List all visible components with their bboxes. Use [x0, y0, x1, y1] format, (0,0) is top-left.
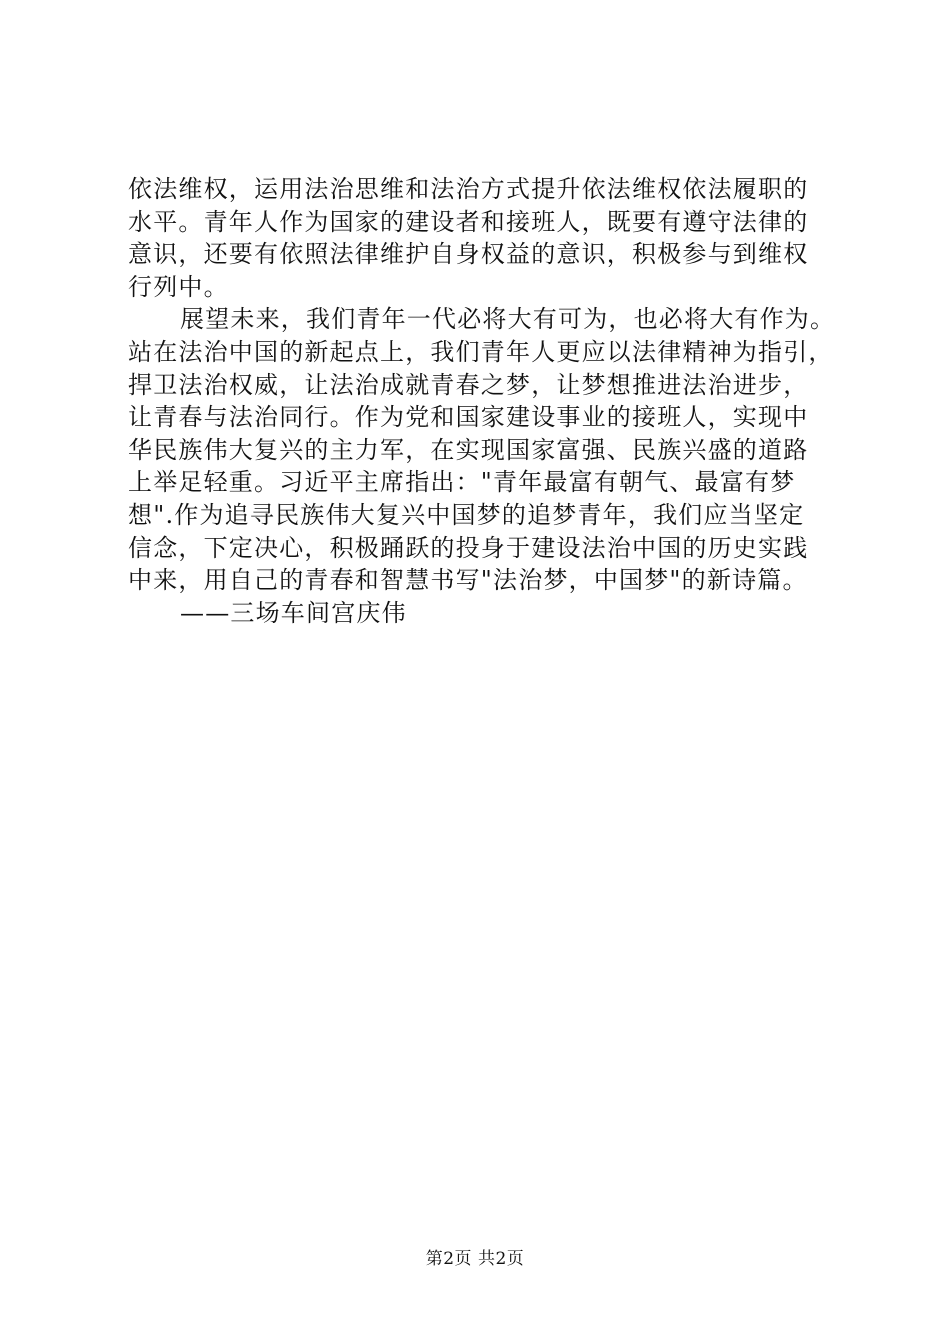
- text-line: 水平。青年人作为国家的建设者和接班人，既要有遵守法律的: [128, 207, 809, 236]
- text-line: 华民族伟大复兴的主力军，在实现国家富强、民族兴盛的道路: [128, 435, 809, 464]
- text-line: 行列中。: [128, 272, 229, 301]
- text-line: 上举足轻重。习近平主席指出："青年最富有朝气、最富有梦: [128, 468, 796, 497]
- text-line: 依法维权，运用法治思维和法治方式提升依法维权依法履职的: [128, 175, 809, 203]
- page-number-label: 第2页 共2页: [425, 1249, 525, 1269]
- text-line: 中来，用自己的青春和智慧书写"法治梦，中国梦"的新诗篇。: [128, 566, 808, 595]
- page-footer: [0, 1244, 950, 1269]
- text-line: 让青春与法治同行。作为党和国家建设事业的接班人，实现中: [128, 403, 809, 432]
- author-signature: ——三场车间宫庆伟: [180, 598, 407, 627]
- text-line: 信念，下定决心，积极踊跃的投身于建设法治中国的历史实践: [128, 533, 809, 562]
- text-line: 站在法治中国的新起点上，我们青年人更应以法律精神为指引，: [128, 337, 834, 366]
- text-line: 意识，还要有依照法律维护自身权益的意识，积极参与到维权: [128, 240, 809, 269]
- text-line: 想".作为追寻民族伟大复兴中国梦的追梦青年，我们应当坚定: [128, 500, 805, 529]
- text-line: 捍卫法治权威，让法治成就青春之梦，让梦想推进法治进步，: [128, 370, 809, 399]
- paragraph-start-line: 展望未来，我们青年一代必将大有可为，也必将大有作为。: [180, 305, 836, 334]
- document-body: [128, 173, 848, 629]
